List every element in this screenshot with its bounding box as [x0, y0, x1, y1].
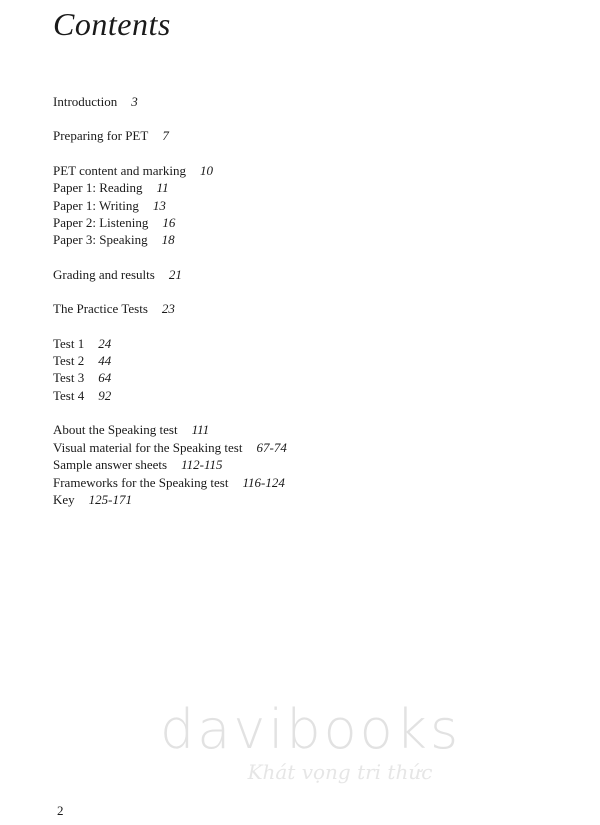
toc-entry	[53, 127, 573, 144]
toc-entry-label: Visual material for the Speaking test	[53, 439, 243, 455]
watermark-brand: davibooks	[160, 698, 462, 761]
toc-entry	[53, 335, 573, 352]
toc-entry-page: 18	[161, 232, 175, 248]
toc-entry	[53, 162, 573, 179]
toc-entry-label: The Practice Tests	[53, 301, 148, 317]
toc-entry-label: Test 4	[53, 387, 85, 403]
toc-entry-page: 44	[98, 353, 112, 369]
toc-entry-label: Paper 2: Listening	[53, 215, 149, 231]
toc-group	[53, 93, 573, 110]
toc-entry	[53, 93, 573, 110]
toc-entry	[53, 214, 573, 231]
toc-entry-label: Preparing for PET	[53, 128, 149, 144]
toc-entry-page: 16	[162, 215, 176, 231]
toc-entry-page: 24	[98, 335, 112, 351]
toc-entry-page: 125-171	[88, 491, 133, 507]
toc-entry	[53, 266, 573, 283]
toc-entry-label: Sample answer sheets	[53, 457, 168, 473]
toc-entry	[53, 387, 573, 404]
toc-group	[53, 266, 573, 283]
toc-entry-label: Key	[53, 491, 75, 507]
toc-entry-label: PET content and marking	[53, 162, 186, 178]
page-title: Contents	[53, 6, 171, 42]
toc-entry-label: Grading and results	[53, 266, 155, 282]
toc-entry	[53, 352, 573, 369]
toc-entry	[53, 300, 573, 317]
toc-entry	[53, 197, 573, 214]
toc-entry-label: Paper 1: Reading	[53, 180, 143, 196]
toc-entry	[53, 491, 573, 508]
toc-entry-page: 92	[98, 387, 112, 403]
toc-entry-label: Paper 3: Speaking	[53, 232, 148, 248]
toc-entry	[53, 231, 573, 248]
toc-entry-page: 21	[168, 266, 182, 282]
toc-entry-label: Test 1	[53, 335, 85, 351]
page-number: 2	[57, 803, 64, 818]
toc-entry-label: About the Speaking test	[53, 422, 178, 438]
watermark-slogan: Khát vọng tri thức	[247, 760, 433, 784]
toc-entry	[53, 439, 573, 456]
toc-entry-page: 112-115	[181, 457, 223, 473]
toc-group	[53, 300, 573, 317]
toc-entry	[53, 456, 573, 473]
toc-entry-page: 64	[98, 370, 112, 386]
toc-entry-page: 23	[161, 301, 175, 317]
toc-entry	[53, 369, 573, 386]
toc-entry-page: 13	[152, 197, 166, 213]
toc-entry-page: 11	[156, 180, 169, 196]
toc-entry-label: Frameworks for the Speaking test	[53, 474, 229, 490]
toc-entry	[53, 421, 573, 438]
watermark	[160, 700, 460, 784]
toc-group	[53, 162, 573, 249]
toc-entry-page: 67-74	[256, 439, 287, 455]
table-of-contents	[53, 93, 573, 525]
toc-entry-page: 10	[199, 162, 213, 178]
toc-group	[53, 127, 573, 144]
toc-entry-page: 116-124	[242, 474, 285, 490]
toc-entry	[53, 179, 573, 196]
toc-entry-label: Test 3	[53, 370, 85, 386]
toc-entry-label: Test 2	[53, 353, 85, 369]
toc-entry-label: Introduction	[53, 94, 118, 109]
toc-group	[53, 335, 573, 405]
toc-entry-page: 111	[191, 422, 210, 438]
toc-entry-page: 3	[131, 94, 138, 109]
toc-group	[53, 421, 573, 508]
toc-entry-page: 7	[162, 128, 169, 144]
toc-entry-label: Paper 1: Writing	[53, 197, 139, 213]
toc-entry	[53, 474, 573, 491]
